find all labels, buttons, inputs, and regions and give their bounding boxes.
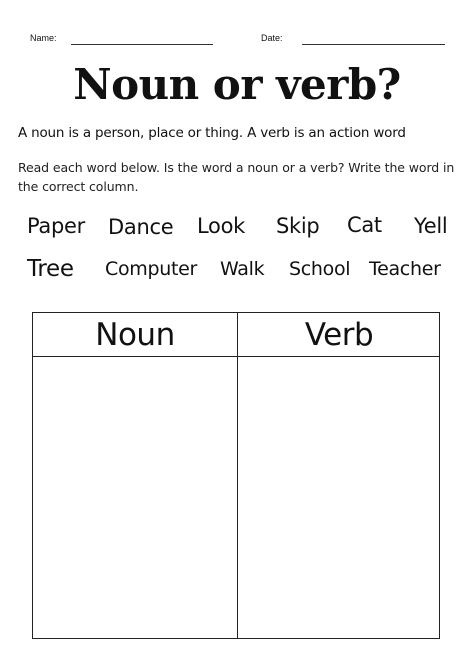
date-label: Date: [261, 33, 283, 43]
noun-column-header: Noun [95, 317, 175, 353]
word-bank-item: Paper [27, 214, 85, 238]
word-bank-item: Yell [414, 214, 448, 238]
definition-text: A noun is a person, place or thing. A verb is an action word [18, 125, 406, 141]
instructions-text: Read each word below. Is the word a noun or a verb? Write the word in the correct column. [18, 160, 455, 194]
word-bank-item: Teacher [369, 258, 441, 280]
noun-answer-area[interactable] [33, 357, 236, 638]
word-bank-item: Walk [220, 258, 265, 280]
date-write-line[interactable] [302, 44, 445, 45]
word-bank-item: Dance [108, 215, 174, 239]
name-label: Name: [30, 33, 57, 43]
word-bank-item: Tree [27, 256, 74, 282]
worksheet-title: Noun or verb? [73, 60, 401, 109]
name-write-line[interactable] [71, 44, 213, 45]
word-bank-item: Skip [276, 214, 320, 238]
sorting-table [32, 312, 440, 639]
verb-column-header: Verb [304, 317, 374, 353]
worksheet-header [0, 33, 474, 47]
word-bank-item: School [289, 258, 351, 280]
word-bank-item: Computer [105, 258, 198, 280]
word-bank-item: Cat [347, 213, 382, 237]
verb-answer-area[interactable] [238, 357, 441, 638]
word-bank-item: Look [197, 214, 245, 238]
